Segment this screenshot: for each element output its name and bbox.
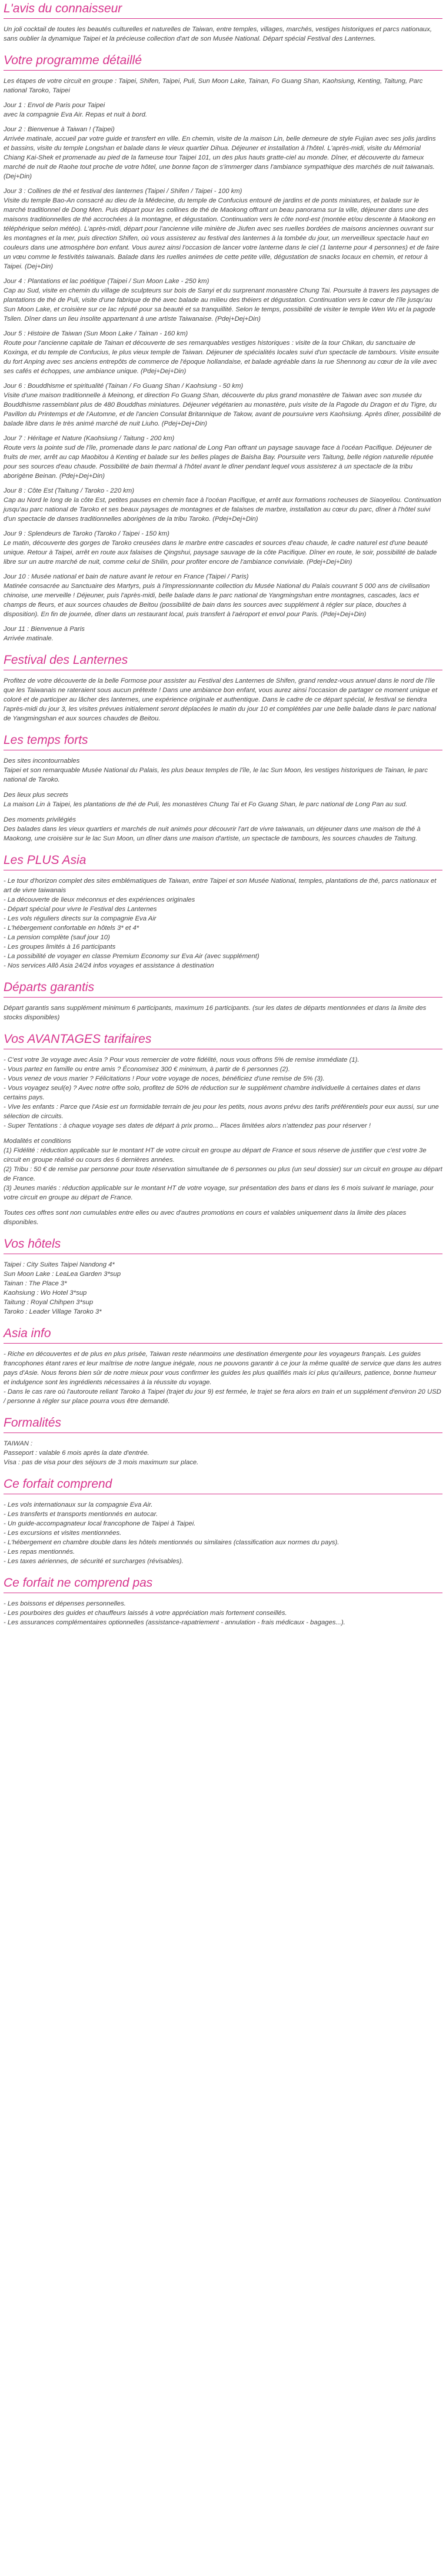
day-title: Jour 2 : Bienvenue à Taiwan ! (Taipei) [4,126,115,133]
day-item [4,381,442,428]
section-title-comprend: Ce forfait comprend [4,1477,442,1494]
section-title-avis: L'avis du connaisseur [4,1,442,19]
plus-item: - La possibilité de voyager en classe Premium Economy sur Eva Air (avec supplément) [4,953,259,960]
ne-comprend-pas-item: - Les boissons et dépenses personnelles. [4,1600,126,1607]
day-title: Jour 10 : Musée national et bain de nature avant le retour en France (Taipei / Paris) [4,573,249,580]
day-title: Jour 4 : Plantations et lac poétique (Taipei / Sun Moon Lake - 250 km) [4,278,209,285]
day-list [4,101,442,643]
section-title-avantages: Vos AVANTAGES tarifaires [4,1032,442,1049]
day-item [4,486,442,524]
page-content [0,1,446,1627]
modalite-item: (1) Fidélité : réduction applicable sur le montant HT de votre circuit en groupe au départ de France et sous réserve de justifier que c'est votre 3e circuit en groupe réalisé ou cours des 6 dernières années. [4,1147,427,1164]
temps-forts-group [4,815,442,843]
section-title-ne-comprend-pas: Ce forfait ne comprend pas [4,1575,442,1593]
section-festival [4,653,442,723]
modalite-item: (2) Tribu : 50 € de remise par personne pour toute réservation simultanée de 6 personnes ou plus (un seul dossier) sur un circuit en groupe au départ de France. [4,1166,442,1182]
temps-forts-heading: Des sites incontournables [4,757,80,765]
formalite-item: TAIWAN : [4,1440,33,1447]
day-item [4,125,442,181]
avantages-list [4,1055,442,1131]
section-avantages [4,1032,442,1227]
plus-item: - L'hébergement confortable en hôtels 3* et 4* [4,925,139,932]
temps-forts-text: Taipei et son remarquable Musée National du Palais, les plus beaux temples de l'île, le lac Sun Moon, les vestiges historiques de Tainan, le parc national de Taroko. [4,767,428,783]
formalite-item: Visa : pas de visa pour des séjours de 3 mois maximum sur place. [4,1459,199,1466]
section-title-hotels: Vos hôtels [4,1237,442,1254]
temps-forts-group [4,756,442,785]
day-item [4,434,442,481]
day-description: Cap au Sud, visite en chemin du village de sculpteurs sur bois de Sanyi et du surprenant monastère Chung Tai. Poursuite à travers les paysages de plantations de thé de Puli, visite d'une fabrique de thé avec balade au milieu des théiers et dégustation. Continuation vers le cœur de l'île jusqu'au Sun Moon Lake, et croisière sur ce lac réputé pour sa beauté et sa tranquillité. Selon le temps, possibilité de visiter le temple Wen Wu et la pagode Tsilen. Dîner dans un lieu insolite appartenant à une artiste Taiwanaise. (Pdej+Dej+Din) [4,287,439,323]
plus-item: - La découverte de lieux méconnus et des expériences originales [4,896,195,903]
avantage-item: - Vous partez en famille ou entre amis ? Économisez 300 € minimum, à partir de 6 personnes (2). [4,1066,290,1073]
day-title: Jour 8 : Côte Est (Taitung / Taroko - 220 km) [4,487,135,494]
section-title-asia-info: Asia info [4,1326,442,1344]
section-title-plus: Les PLUS Asia [4,853,442,870]
modalites-list [4,1146,442,1202]
comprend-item: - Les taxes aériennes, de sécurité et surcharges (révisables). [4,1558,184,1565]
hotel-item: Taitung : Royal Chihpen 3*sup [4,1299,94,1306]
section-title-temps-forts: Les temps forts [4,733,442,750]
avantage-item: - Vous venez de vous marier ? Félicitations ! Pour votre voyage de noces, bénéficiez d'une remise de 5% (3). [4,1075,325,1082]
avis-text: Un joli cocktail de toutes les beautés culturelles et naturelles de Taiwan, entre temples, villages, marchés, vestiges historiques et parcs nationaux, sans oublier la dynamique Taipei et la précieuse collection d'art de son Musée National. Départ spécial Festival des Lanternes. [4,26,432,42]
comprend-item: - Les repas mentionnés. [4,1548,75,1555]
day-item [4,187,442,271]
day-description: Arrivée matinale, accueil par votre guide et transfert en ville. En chemin, visite de la maison Lin, belle demeure de style Fujian avec ses jolis jardins et bassins, visite du temple Longshan et balade dans le vieux quartier Dihua. Déjeuner et installation à l'hôtel. L'après-midi, visite du Mémorial Chiang Kai-Shek et promenade au pied de la fameuse tour Taipei 101, un des plus hauts gratte-ciel au monde. Dîner, et découverte du fameux marché de nuit de Raohe tout proche de votre hôtel, une bonne façon de s'immerger dans l'ambiance sympathique des marchés de nuit taiwanais. (Dej+Din) [4,135,436,180]
temps-forts-list [4,756,442,843]
day-title: Jour 5 : Histoire de Taiwan (Sun Moon Lake / Tainan - 160 km) [4,330,188,337]
comprend-item: - Les vols internationaux sur la compagnie Eva Air. [4,1501,153,1508]
section-plus [4,853,442,970]
temps-forts-group [4,790,442,809]
formalites-list [4,1439,442,1467]
comprend-item: - Les excursions et visites mentionnées. [4,1530,122,1537]
plus-item: - Le tour d'horizon complet des sites emblématiques de Taiwan, entre Taipei et son Musée National, temples, plantations de thé, parcs nationaux et art de vivre taiwanais [4,877,437,894]
day-item [4,277,442,324]
avantage-item: - Vive les enfants : Parce que l'Asie est un formidable terrain de jeu pour les petits, nous avons prévu des tarifs préférentiels pour eux aussi, sur une sélection de circuits. [4,1103,439,1120]
day-description: avec la compagnie Eva Air. Repas et nuit à bord. [4,111,148,118]
day-title: Jour 7 : Héritage et Nature (Kaohsiung / Taitung - 200 km) [4,435,175,442]
day-item [4,572,442,619]
section-title-programme: Votre programme détaillé [4,53,442,71]
section-title-departs: Départs garantis [4,980,442,998]
section-departs [4,980,442,1022]
temps-forts-heading: Des lieux plus secrets [4,792,68,799]
formalite-item: Passeport : valable 6 mois après la date d'entrée. [4,1450,149,1457]
plus-item: - Nos services Allô Asia 24/24 infos voyages et assistance à destination [4,962,214,969]
ne-comprend-pas-list [4,1599,442,1627]
day-item [4,624,442,643]
section-asia-info [4,1326,442,1406]
day-description: Visite d'une maison traditionnelle à Meinong, et direction Fo Guang Shan, découverte du plus grand monastère de Taiwan avec son musée du Bouddhisme rassemblant plus de 480 Bouddhas miniatures. Déjeuner végétarien au monastère, puis visite de la Pagode du Dragon et du Tigre, du Pavillon du Printemps et de l'Automne, et de l'ancien Consulat Britannique de Takow, avant de poursuivre vers Kaohsiung. Après dîner, possibilité de balade libre dans le très animé marché de nuit Liuho. (Pdej+Dej+Din) [4,392,441,427]
temps-forts-text: Des balades dans les vieux quartiers et marchés de nuit animés pour découvrir l'art de vivre taiwanais, un déjeuner dans une maison de thé à Maokong, une croisière sur le lac Sun Moon, un dîner dans une maison d'artiste, un spectacle de tambours, les sources chaudes de Taitung. [4,826,421,842]
hotel-item: Tainan : The Place 3* [4,1280,67,1287]
hotels-list [4,1260,442,1317]
ne-comprend-pas-item: - Les pourboires des guides et chauffeurs laissés à votre appréciation mais fortement conseillés. [4,1610,287,1617]
departs-text: Départ garantis sans supplément minimum 6 participants, maximum 16 participants. (sur les dates de départs mentionnées et dans la limite des stocks disponibles) [4,1005,427,1021]
day-title: Jour 1 : Envol de Paris pour Taipei [4,102,105,109]
comprend-item: - L'hébergement en chambre double dans les hôtels mentionnés ou similaires (classification aux normes du pays). [4,1539,340,1546]
section-comprend [4,1477,442,1566]
avantage-item: - Vous voyagez seul(e) ? Avec notre offre solo, profitez de 50% de réduction sur le supplément chambre individuelle à certaines dates et dans certains pays. [4,1085,421,1101]
asia-info-item: - Dans le cas rare où l'autoroute reliant Taroko à Taipei (trajet du jour 9) est fermée, le trajet se fera alors en train et un supplément d'environ 20 USD / personne à régler sur place pourra vous être demandé. [4,1388,441,1405]
asia-info-list [4,1350,442,1406]
temps-forts-heading: Des moments privilégiés [4,816,76,823]
section-title-formalites: Formalités [4,1415,442,1433]
day-item [4,101,442,119]
programme-intro: Les étapes de votre circuit en groupe : Taipei, Shifen, Taipei, Puli, Sun Moon Lake, Tainan, Fo Guang Shan, Kaohsiung, Kenting, Taitung, Parc national Taroko, Taipei [4,78,423,94]
day-title: Jour 9 : Splendeurs de Taroko (Taroko / Taipei - 150 km) [4,530,169,537]
hotel-item: Sun Moon Lake : LeaLea Garden 3*sup [4,1271,121,1278]
section-avis [4,1,442,44]
day-description: Route pour l'ancienne capitale de Tainan et découverte de ses remarquables vestiges historiques : visite de la tour Chikan, du sanctuaire de Koxinga, et du temple de Confucius, le plus vieux temple de Taiwan. Déjeuner de spécialités locales suivi d'un spectacle de tambours. Visite ensuite du fort Anping avec ses anciens entrepôts de commerce de l'époque hollandaise, et balade agréable dans la rue Shennong au cœur de la vile avec ses cafés et échoppes, une ambiance unique. (Pdej+Dej+Din) [4,340,440,375]
day-description: Le matin, découverte des gorges de Taroko creusées dans le marbre entre cascades et sources d'eau chaude, le cadre naturel est d'une beauté unique. Retour à Taipei, arrêt en route aux falaises de Qingshui, paysage sauvage de la côte Pacifique. Dîner en route, le soir, possibilité de balade libre sur un autre marché de nuit, comme celui de Shilin, pour profiter encore de l'ambiance conviviale. (Pdej+Dej+Din) [4,540,437,566]
section-title-festival: Festival des Lanternes [4,653,442,670]
plus-list [4,876,442,970]
plus-item: - Départ spécial pour vivre le Festival des Lanternes [4,906,157,913]
temps-forts-text: La maison Lin à Taipei, les plantations de thé de Puli, les monastères Chung Tai et Fo Guang Shan, le parc national de Long Pan au sud. [4,801,408,808]
day-description: Visite du temple Bao-An consacré au dieu de la Médecine, du temple de Confucius entouré de jardins et de ponts miniatures, et balade sur le marché traditionnel de Dong Men. Puis départ pour les collines de thé de Maokong offrant un beau panorama sur la ville, déjeuner dans une des maisons traditionnelles de thé accrochées à la montagne, et dégustation. Continuation vers le côte nord-est (montée et/ou descente à Maokong en téléphérique selon météo). L'après-midi, départ pour l'ancienne ville minière de Jiufen avec ses ruelles bordées de maisons anciennes ouvrant sur les montagnes et la mer, puis direction Shifen, où vous assisterez au festival des lanternes à la tombée du jour, un merveilleux spectacle haut en couleurs dans une atmosphère bon enfant. Vous aurez ainsi l'occasion de lancer votre lanterne dans le ciel (1 lanterne pour 4 personnes) et de faire un vœu comme le festivités taiwanais. Balade dans les ruelles animées de cette petite ville, dégustation de snacks locaux en chemin, et retour à Taipei. (Dej+Din) [4,197,440,270]
day-item [4,529,442,567]
section-programme [4,53,442,643]
modalites-block [4,1136,442,1202]
day-title: Jour 6 : Bouddhisme et spiritualité (Tainan / Fo Guang Shan / Kaohsiung - 50 km) [4,383,244,390]
avantage-item: - Super Tentations : à chaque voyage ses dates de départ à prix promo... Places limitées alors n'attendez pas pour réserver ! [4,1122,371,1129]
day-description: Route vers la pointe sud de l'île, promenade dans le parc national de Long Pan offrant un paysage sauvage face à l'océan Pacifique. Déjeuner de fruits de mer, arrêt au cap Maobitou à Kenting et balade sur les belles plages de Baisha Bay. Poursuite vers Taitung, belle région naturelle réputée pour ses sources d'eau chaude. Possibilité de bain thermal à l'hôtel avant le dîner pendant lequel vous assisterez à un spectacle de la tribu aborigène Beinan. (Pdej+Dej+Din) [4,444,434,480]
day-title: Jour 11 : Bienvenue à Paris [4,626,85,633]
day-item [4,329,442,376]
section-ne-comprend-pas [4,1575,442,1627]
section-hotels [4,1237,442,1317]
day-description: Arrivée matinale. [4,635,54,642]
plus-item: - La pension complète (sauf jour 10) [4,934,110,941]
hotel-item: Taroko : Leader Village Taroko 3* [4,1308,102,1315]
section-temps-forts [4,733,442,843]
hotel-item: Kaohsiung : Wo Hotel 3*sup [4,1289,87,1297]
day-description: Matinée consacrée au Sanctuaire des Martyrs, puis à l'impressionnante collection du Musée National du Palais couvrant 5 000 ans de civilisation chinoise, une merveille ! Déjeuner, puis l'après-midi, belle balade dans le parc national de Yangmingshan entre montagnes, cascades, lacs et champs de fleurs, et aux sources chaudes de Beitou (possibilité de bain dans les sources avec supplément à régler sur place, douches à disposition). En fin de journée, dîner dans un restaurant local, puis transfert à l'aéroport et envol pour Paris. (Pdej+Dej+Din) [4,583,430,618]
hotel-item: Taipei : City Suites Taipei Nandong 4* [4,1261,115,1268]
day-description: Cap au Nord le long de la côte Est, petites pauses en chemin face à l'océan Pacifique, et arrêt aux formations rocheuses de Siaoyeliou. Continuation jusqu'au parc national de Taroko et ses beaux paysages de montagnes et de falaises de marbre, installation au cœur du parc, dîner à l'hôtel suivi d'un spectacle de danses traditionnelles aborigènes de la tribu Taroko. (Pdej+Dej+Din) [4,497,441,523]
day-title: Jour 3 : Collines de thé et festival des lanternes (Taipei / Shifen / Taipei - 100 km) [4,188,242,195]
comprend-list [4,1500,442,1566]
modalite-item: (3) Jeunes mariés : réduction applicable sur le montant HT de votre voyage, sur présentation des bans et dans les 6 mois suivant le mariage, pour votre circuit en groupe au départ de France. [4,1185,434,1201]
avantages-note: Toutes ces offres sont non cumulables entre elles ou avec d'autres promotions en cours et valables uniquement dans la limite des places disponibles. [4,1209,407,1226]
festival-text: Profitez de votre découverte de la belle Formose pour assister au Festival des Lanternes de Shifen, grand rendez-vous annuel dans le nord de l'île que les Taiwanais ne rateraient sous aucun prétexte ! Dans une ambiance bon enfant, vous aurez ainsi l'occasion de partager ce moment unique et coloré et de participer au lâcher des lanternes, une expérience originale et authentique. Dans le cadre de ce départ spécial, le festival se tiendra l'après-midi du jour 3, les visites prévues initialement seront déplacées le matin du jour 10 et complétées par une belle balade dans le parc national de Yangmingshan et aux sources chaudes de Beitou. [4,677,438,722]
avantage-item: - C'est votre 3e voyage avec Asia ? Pour vous remercier de votre fidélité, nous vous offrons 5% de remise immédiate (1). [4,1056,360,1063]
ne-comprend-pas-item: - Les assurances complémentaires optionnelles (assistance-rapatriement - annulation - frais médicaux - bagages...). [4,1619,345,1626]
plus-item: - Les vols réguliers directs sur la compagnie Eva Air [4,915,157,922]
section-formalites [4,1415,442,1467]
plus-item: - Les groupes limités à 16 participants [4,943,116,950]
comprend-item: - Les transferts et transports mentionnés en autocar. [4,1511,158,1518]
comprend-item: - Un guide-accompagnateur local francophone de Taipei à Taipei. [4,1520,196,1527]
modalites-title: Modalités et conditions [4,1138,71,1145]
asia-info-item: - Riche en découvertes et de plus en plus prisée, Taiwan reste néanmoins une destination émergente pour les voyageurs français. Les guides francophones étant rares et leur maîtrise de notre langue inégale, nous ne pouvons garantir à ce jour la même qualité de service que dans les autres pays d'Asie. Nous ferons bien sûr de notre mieux pour vous confirmer les guides les plus qualifiés mais ici plus qu'ailleurs, patience, bonne humeur et indulgence sont les ingrédients nécessaires à la réussite du voyage. [4,1351,442,1386]
